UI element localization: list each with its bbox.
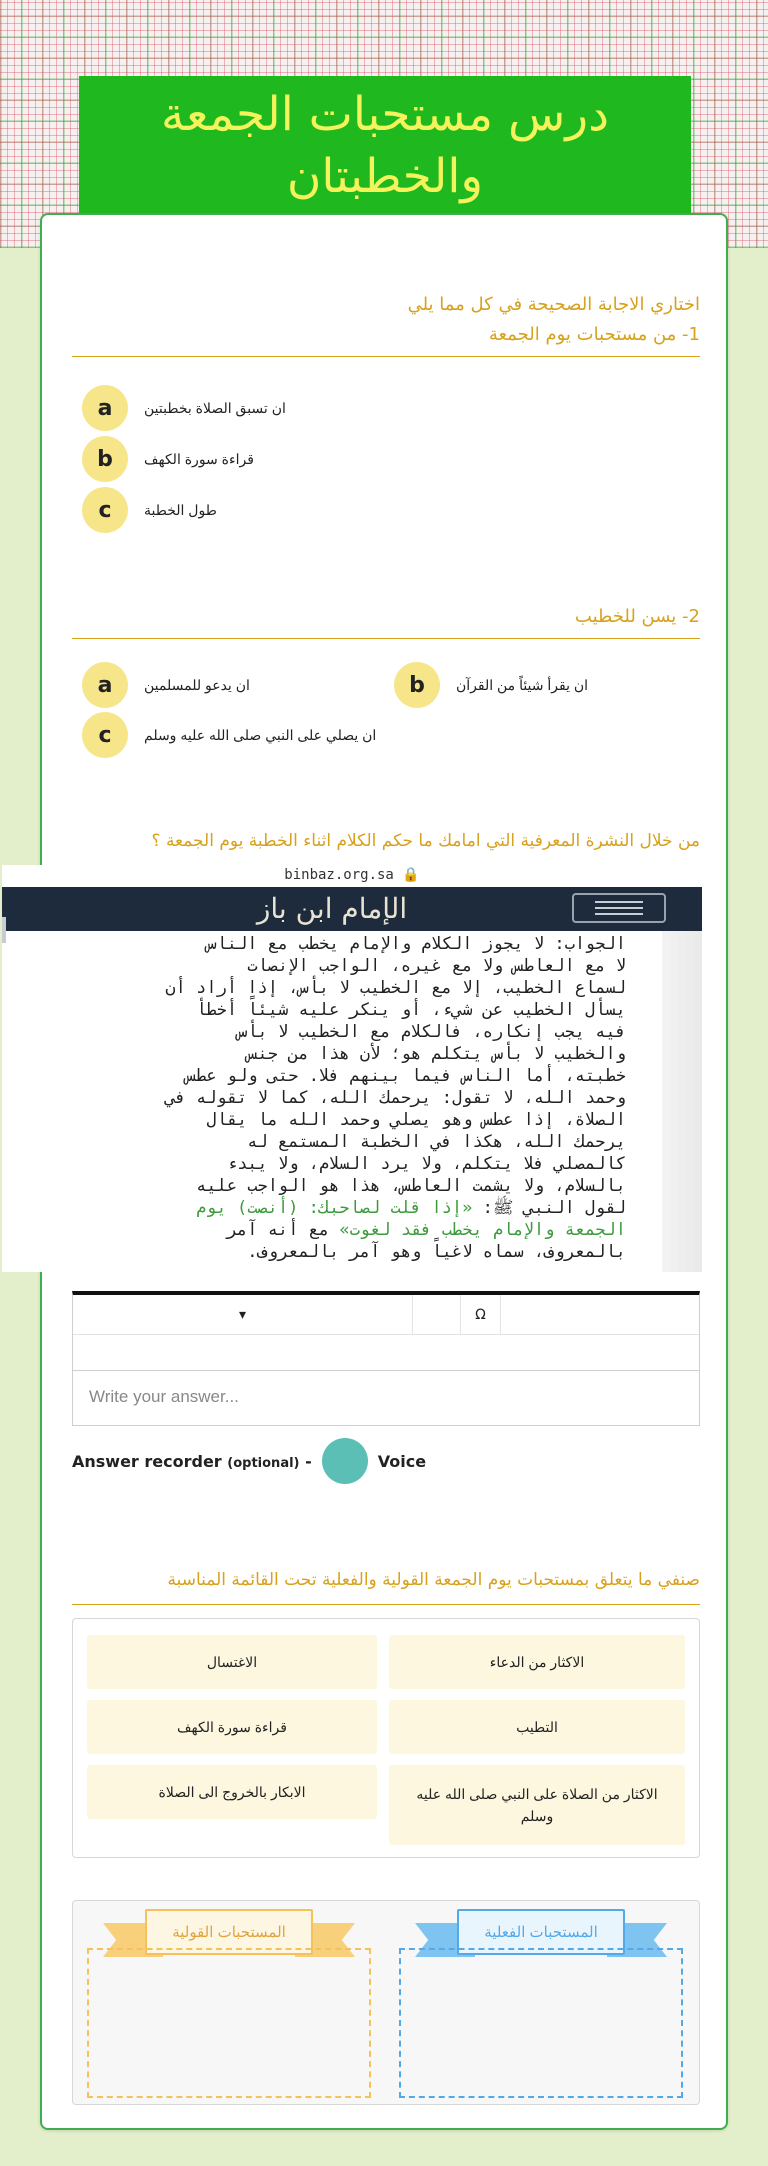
option-text: ان تسبق الصلاة بخطبتين	[144, 399, 286, 416]
option-letter: c	[82, 487, 128, 533]
q2-option-a[interactable]	[82, 662, 250, 708]
option-letter: b	[394, 662, 440, 708]
question-1-instruction: اختاري الاجابة الصحيحة في كل مما يلي	[407, 294, 700, 315]
option-letter: c	[82, 712, 128, 758]
option-letter: a	[82, 662, 128, 708]
q1-option-c[interactable]	[82, 487, 217, 533]
page-title: درس مستحبات الجمعة والخطبتان	[160, 87, 609, 204]
fatwa-line: الصلاة، إذا عطس وهو يصلي وحمد الله ما يقال	[206, 1110, 626, 1130]
bucket-sayings	[79, 1901, 379, 2106]
bucket-actions-dropzone[interactable]	[399, 1948, 683, 2098]
fatwa-line: لا مع العاطس ولا مع غيره، الواجب الإنصات	[247, 956, 626, 976]
record-button[interactable]	[322, 1438, 368, 1484]
chevron-down-icon: ▾	[238, 1306, 247, 1323]
format-dropdown[interactable]	[73, 1295, 413, 1334]
question-2-prompt: 2- يسن للخطيب	[72, 602, 700, 639]
fatwa-line	[2, 1219, 626, 1241]
q2-option-b[interactable]	[394, 662, 588, 708]
special-characters-button[interactable]	[461, 1295, 501, 1334]
draggable-item[interactable]: الاغتسال	[87, 1635, 377, 1689]
option-letter: b	[82, 436, 128, 482]
answer-recorder	[72, 1438, 426, 1484]
fatwa-line: وحمد الله، لا تقول: يرحمك الله، كما لا تقوله في	[165, 1088, 626, 1108]
option-text: ان يصلي على النبي صلى الله عليه وسلم	[144, 726, 377, 743]
draggable-item[interactable]: التطيب	[389, 1700, 685, 1754]
url-bar: binbaz.org.sa 🔒	[284, 867, 420, 883]
editor-toolbar-area	[72, 1291, 700, 1371]
fatwa-text	[2, 933, 666, 1272]
option-letter: a	[82, 385, 128, 431]
fatwa-line: خطبته، أما الناس فيما بينهم فلا. حتى ولو عطس	[185, 1066, 626, 1086]
fatwa-line: بالسلام، ولا يشمت العاطس، هذا هو الواجب عليه	[196, 1176, 626, 1196]
question-1-header	[72, 290, 700, 357]
q1-option-a[interactable]	[82, 385, 286, 431]
question-1	[72, 290, 700, 357]
q2-option-c[interactable]	[82, 712, 376, 758]
option-text: ان يقرأ شيئاً من القرآن	[456, 676, 589, 693]
option-text: طول الخطبة	[144, 501, 217, 518]
fatwa-line: والخطيب لا بأس يتكلم هو؛ لأن هذا من جنس	[247, 1044, 626, 1064]
draggable-item[interactable]: قراءة سورة الكهف	[87, 1700, 377, 1754]
question-3-prompt: من خلال النشرة المعرفية التي امامك ما حكم الكلام اثناء الخطبة يوم الجمعة ؟	[151, 831, 700, 851]
site-navbar	[2, 887, 702, 931]
classification-items-pool	[72, 1618, 700, 1858]
question-1-prompt: 1- من مستحبات يوم الجمعة	[488, 324, 700, 345]
bucket-sayings-dropzone[interactable]	[87, 1948, 371, 2098]
fatwa-line: يسأل الخطيب عن شيء، أو ينكر عليه شيئاً أخطأ	[196, 1000, 626, 1020]
fatwa-text-after-hadith: مع أنه آمر	[226, 1220, 340, 1240]
toolbar-separator	[413, 1295, 461, 1334]
option-text: ان يدعو للمسلمين	[144, 676, 250, 693]
question-4-prompt: صنفي ما يتعلق بمستحبات يوم الجمعة القولية والفعلية تحت القائمة المناسبة	[72, 1566, 700, 1605]
fatwa-line: يرحمك الله، هكذا في الخطبة المستمع له	[247, 1132, 626, 1152]
hamburger-menu-icon	[572, 893, 666, 923]
draggable-item[interactable]: الاكثار من الصلاة على النبي صلى الله عليه وسلم	[389, 1765, 685, 1845]
answer-editor	[72, 1291, 700, 1421]
fatwa-line: بالمعروف، سماه لاغياً وهو آمر بالمعروف.	[247, 1242, 626, 1262]
fatwa-line: فيه يجب إنكاره، فالكلام مع الخطيب لا بأس	[237, 1022, 626, 1042]
fatwa-line: كالمصلي فلا يتكلم، ولا يرد السلام، ولا يبدء	[226, 1154, 626, 1174]
hadith-text: «إذا قلت لصاحبك: (أنصت) يوم	[196, 1198, 473, 1218]
title-banner	[79, 76, 691, 216]
editor-toolbar	[73, 1295, 699, 1335]
fatwa-line: الجواب: لا يجوز الكلام والإمام يخطب مع الناس	[206, 934, 626, 954]
hadith-prefix: لقول النبي ﷺ:	[472, 1198, 626, 1218]
answer-input[interactable]: Write your answer...	[72, 1371, 700, 1426]
site-logo: الإمام ابن باز	[256, 892, 408, 925]
fatwa-screenshot-image	[2, 865, 702, 1272]
screenshot-edge-shadow	[662, 931, 702, 1272]
recorder-label: Answer recorder (optional) -	[72, 1451, 312, 1471]
omega-icon: Ω	[475, 1306, 486, 1323]
option-text: قراءة سورة الكهف	[144, 450, 254, 467]
classification-buckets	[72, 1900, 700, 2105]
hadith-text: الجمعة والإمام يخطب فقد لغوت»	[339, 1220, 626, 1240]
bucket-actions-label: المستحبات الفعلية	[457, 1909, 625, 1955]
draggable-item[interactable]: الابكار بالخروج الى الصلاة	[87, 1765, 377, 1819]
bucket-actions	[391, 1901, 691, 2106]
q1-option-b[interactable]	[82, 436, 254, 482]
voice-label: Voice	[377, 1451, 427, 1471]
fatwa-line	[2, 1197, 626, 1219]
fatwa-line: لسماع الخطيب، إلا مع الخطيب لا بأس، إذا أراد أن	[165, 978, 626, 998]
bucket-sayings-label: المستحبات القولية	[145, 1909, 313, 1955]
worksheet-card	[40, 213, 728, 2130]
question-2	[72, 602, 700, 639]
draggable-item[interactable]: الاكثار من الدعاء	[389, 1635, 685, 1689]
